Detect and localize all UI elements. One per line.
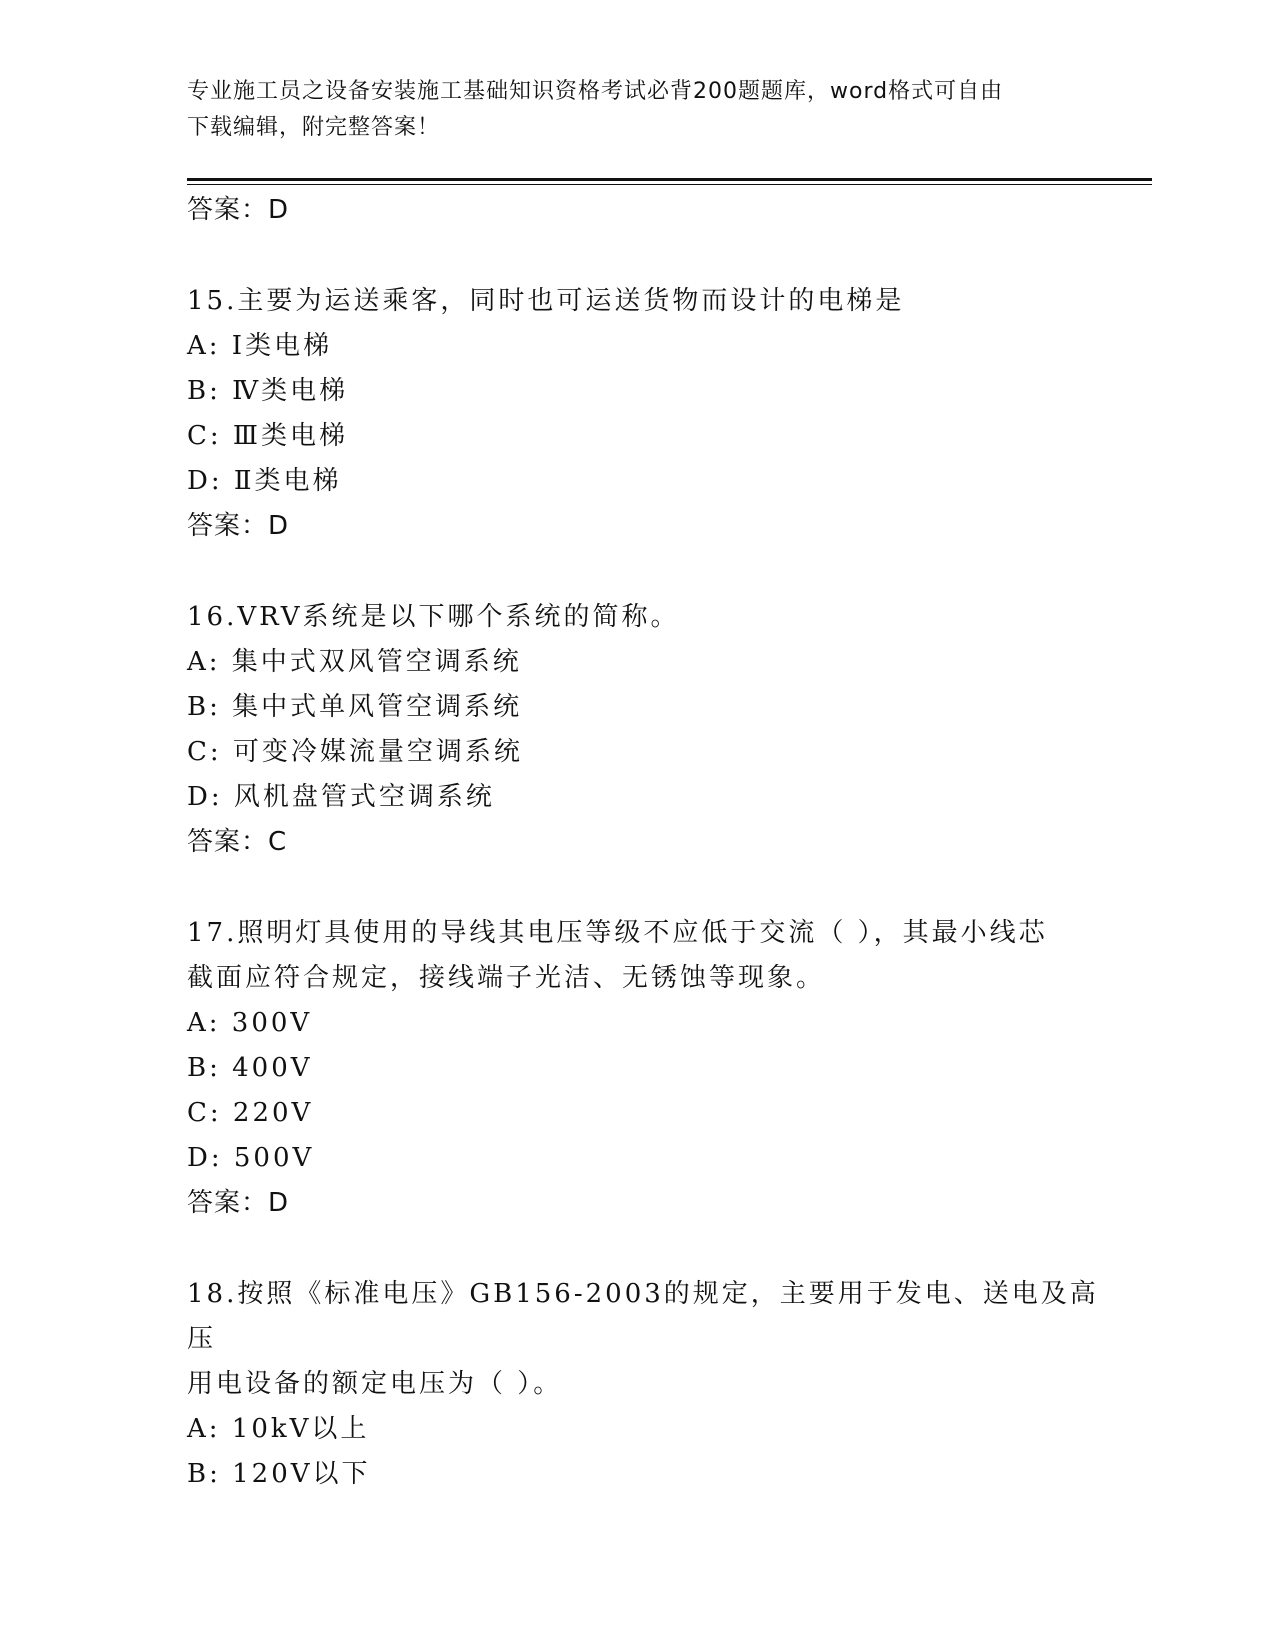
question-stem [187, 911, 1107, 1001]
option-d: D: 500V [187, 1143, 315, 1173]
answer-label: 答案： [187, 827, 269, 857]
header-divider-thin [187, 184, 1152, 185]
spacer [187, 1226, 1107, 1272]
option-a: A: 10kV以上 [187, 1414, 370, 1444]
question-stem-line: 用电设备的额定电压为（ ）。 [187, 1369, 563, 1399]
answer-label: 答案： [187, 1188, 269, 1218]
question-item [187, 1272, 1107, 1497]
document-header [187, 74, 1067, 146]
question-list [187, 188, 1107, 1497]
question-stem-line: 18.按照《标准电压》GB156-2003的规定，主要用于发电、送电及高压 [187, 1279, 1099, 1354]
question-stem-line: 16.VRV系统是以下哪个系统的简称。 [187, 602, 680, 632]
spacer [187, 865, 1107, 911]
question-item [187, 911, 1107, 1226]
answer-value: C [268, 827, 288, 857]
question-answer [187, 504, 1107, 549]
option-d: D: Ⅱ类电梯 [187, 466, 342, 496]
question-stem-line: 截面应符合规定，接线端子光洁、无锈蚀等现象。 [187, 963, 826, 993]
question-item [187, 595, 1107, 865]
question-stem-line: 17.照明灯具使用的导线其电压等级不应低于交流（ ），其最小线芯 [187, 918, 1048, 948]
question-answer [187, 1181, 1107, 1226]
spacer [187, 549, 1107, 595]
option-b: B: Ⅳ类电梯 [187, 376, 349, 406]
option-b: B: 集中式单风管空调系统 [187, 692, 523, 722]
header-divider-thick [187, 178, 1152, 181]
header-line-1: 专业施工员之设备安装施工基础知识资格考试必背200题题库，word格式可自由 [187, 79, 1004, 104]
question-stem [187, 1272, 1107, 1407]
option-b: B: 120V以下 [187, 1459, 371, 1489]
answer-label: 答案： [187, 511, 269, 541]
option-c: C: Ⅲ类电梯 [187, 421, 348, 451]
option-b: B: 400V [187, 1053, 313, 1083]
question-item [187, 279, 1107, 549]
answer-label: 答案： [187, 195, 269, 225]
option-c: C: 220V [187, 1098, 314, 1128]
option-a: A: Ⅰ类电梯 [187, 331, 333, 361]
option-c: C: 可变冷媒流量空调系统 [187, 737, 523, 767]
option-a: A: 集中式双风管空调系统 [187, 647, 522, 677]
option-a: A: 300V [187, 1008, 313, 1038]
option-d: D: 风机盘管式空调系统 [187, 782, 495, 812]
previous-answer [187, 188, 1107, 233]
header-line-2: 下载编辑，附完整答案！ [187, 115, 441, 140]
answer-value: D [268, 195, 290, 225]
answer-value: D [268, 511, 290, 541]
spacer [187, 233, 1107, 279]
question-stem-line: 15.主要为运送乘客，同时也可运送货物而设计的电梯是 [187, 286, 905, 316]
question-stem [187, 279, 1107, 324]
question-stem [187, 595, 1107, 640]
answer-value: D [268, 1188, 290, 1218]
question-answer [187, 820, 1107, 865]
